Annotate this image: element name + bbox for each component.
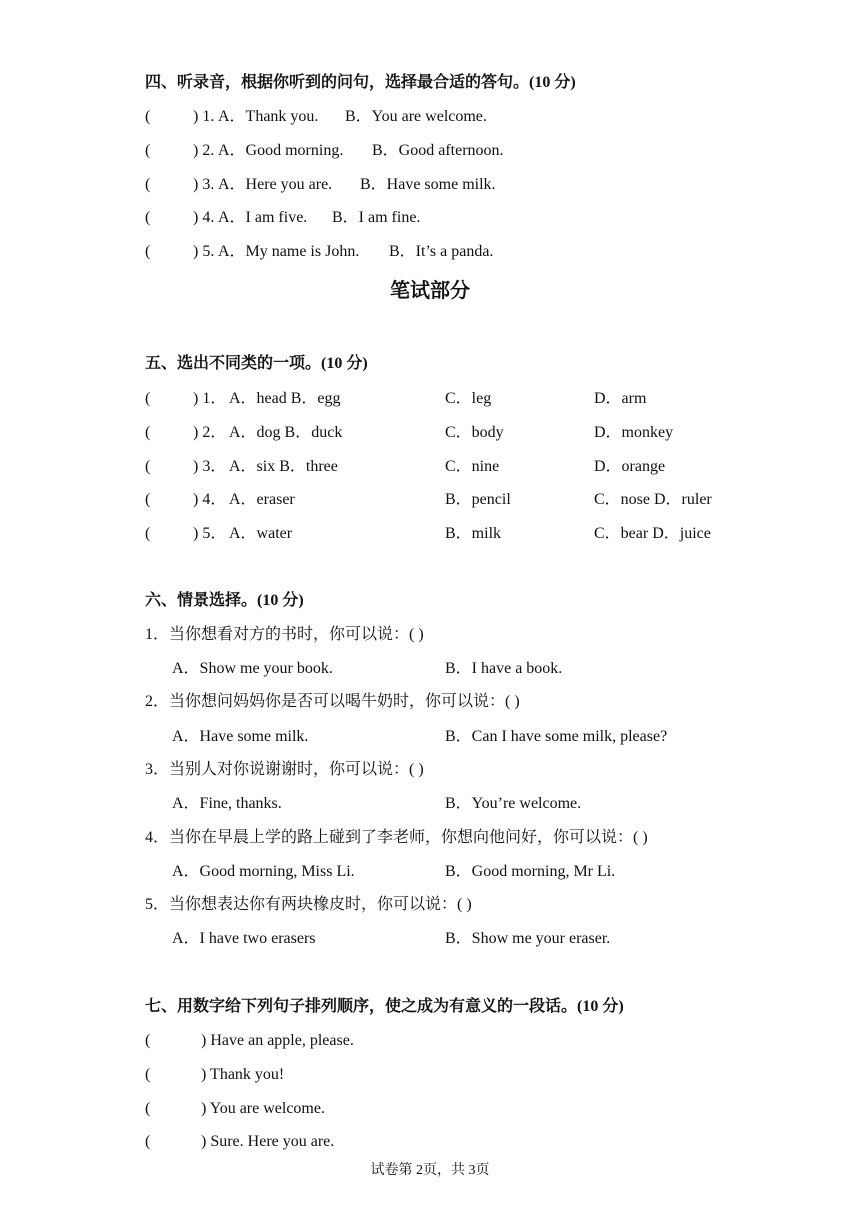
item-number: ) 5．	[193, 525, 227, 542]
option-col2: C．nine	[445, 458, 500, 475]
item-number: ) 2.	[193, 142, 215, 159]
option-a: A．Thank you.	[218, 108, 319, 125]
option-b: B．I have a book.	[445, 660, 563, 677]
question-text: 3．当别人对你说谢谢时，你可以说：( )	[145, 761, 424, 778]
section7-heading: 七、用数字给下列句子排列顺序，使之成为有意义的一段话。(10 分)	[145, 998, 624, 1015]
option-a: A．I am five.	[218, 209, 308, 226]
section4-heading: 四、听录音，根据你听到的问句，选择最合适的答句。(10 分)	[145, 74, 576, 91]
option-a: A．I have two erasers	[172, 930, 316, 947]
option-col3: C．nose D．ruler	[594, 491, 712, 508]
option-col3: C．bear D．juice	[594, 525, 711, 542]
section5-heading: 五、选出不同类的一项。(10 分)	[145, 355, 368, 372]
option-col1: A．dog B．duck	[229, 424, 343, 441]
option-b: B．Show me your eraser.	[445, 930, 611, 947]
sentence-text: ) Thank you!	[201, 1066, 285, 1083]
option-b: B．Good afternoon.	[372, 142, 504, 159]
option-a: A．Have some milk.	[172, 728, 309, 745]
option-a: A．Fine, thanks.	[172, 795, 282, 812]
question-text: 4．当你在早晨上学的路上碰到了李老师，你想向他问好，你可以说：( )	[145, 829, 648, 846]
option-a: A．Show me your book.	[172, 660, 333, 677]
answer-paren: (	[145, 491, 151, 508]
item-number: ) 1．	[193, 390, 227, 407]
item-number: ) 2．	[193, 424, 227, 441]
section6-heading: 六、情景选择。(10 分)	[145, 592, 304, 609]
item-number: ) 3.	[193, 176, 215, 193]
option-b: B．You’re welcome.	[445, 795, 582, 812]
item-number: ) 4.	[193, 209, 215, 226]
answer-paren: (	[145, 525, 151, 542]
option-a: A．Good morning, Miss Li.	[172, 863, 355, 880]
answer-paren: (	[145, 243, 151, 260]
option-col2: C．body	[445, 424, 504, 441]
page-footer: 试卷第 2页，共 3页	[370, 1163, 490, 1178]
option-b: B．Have some milk.	[360, 176, 496, 193]
option-col2: B．pencil	[445, 491, 511, 508]
answer-paren: (	[145, 1100, 151, 1117]
option-col2: C．leg	[445, 390, 492, 407]
option-col3: D．arm	[594, 390, 647, 407]
answer-paren: (	[145, 108, 151, 125]
option-col2: B．milk	[445, 525, 502, 542]
sentence-text: ) Have an apple, please.	[201, 1032, 354, 1049]
option-col3: D．monkey	[594, 424, 674, 441]
answer-paren: (	[145, 390, 151, 407]
section-title: 笔试部分	[390, 280, 470, 302]
item-number: ) 3．	[193, 458, 227, 475]
option-col1: A．head B．egg	[229, 390, 341, 407]
option-a: A．Here you are.	[218, 176, 333, 193]
answer-paren: (	[145, 424, 151, 441]
item-number: ) 4．	[193, 491, 227, 508]
option-a: A．Good morning.	[218, 142, 344, 159]
option-col1: A．six B．three	[229, 458, 338, 475]
question-text: 5．当你想表达你有两块橡皮时，你可以说：( )	[145, 896, 472, 913]
sentence-text: ) You are welcome.	[201, 1100, 325, 1117]
item-number: ) 5.	[193, 243, 215, 260]
option-b: B．Good morning, Mr Li.	[445, 863, 616, 880]
option-b: B．I am fine.	[332, 209, 421, 226]
answer-paren: (	[145, 458, 151, 475]
option-col1: A．eraser	[229, 491, 295, 508]
answer-paren: (	[145, 1066, 151, 1083]
option-b: B．Can I have some milk, please?	[445, 728, 668, 745]
option-b: B．It’s a panda.	[389, 243, 494, 260]
option-b: B．You are welcome.	[345, 108, 487, 125]
option-a: A．My name is John.	[218, 243, 360, 260]
answer-paren: (	[145, 142, 151, 159]
option-col1: A．water	[229, 525, 293, 542]
item-number: ) 1.	[193, 108, 215, 125]
answer-paren: (	[145, 209, 151, 226]
sentence-text: ) Sure. Here you are.	[201, 1133, 335, 1150]
answer-paren: (	[145, 1133, 151, 1150]
answer-paren: (	[145, 176, 151, 193]
option-col3: D．orange	[594, 458, 666, 475]
question-text: 1．当你想看对方的书时，你可以说：( )	[145, 626, 424, 643]
question-text: 2．当你想问妈妈你是否可以喝牛奶时，你可以说：( )	[145, 693, 520, 710]
answer-paren: (	[145, 1032, 151, 1049]
